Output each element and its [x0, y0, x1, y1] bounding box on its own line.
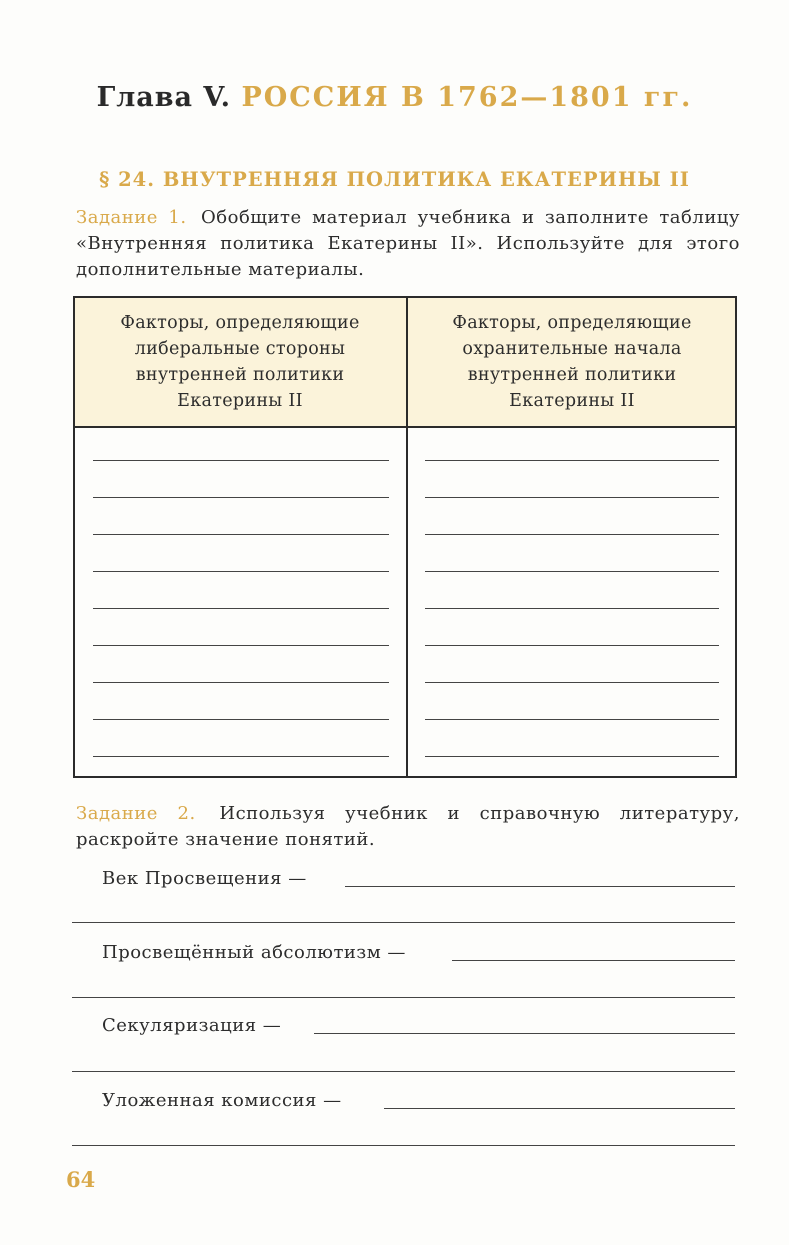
task-2-label: Задание 2. [76, 803, 196, 824]
right-writing-line[interactable] [425, 497, 719, 498]
right-writing-line[interactable] [425, 571, 719, 572]
section-title: § 24. ВНУТРЕННЯЯ ПОЛИТИКА ЕКАТЕРИНЫ II [99, 168, 690, 191]
table-column-divider [406, 298, 408, 776]
right-writing-line[interactable] [425, 645, 719, 646]
term-enlightened-absolutism: Просвещённый абсолютизм — [102, 942, 406, 963]
table-header-row [75, 298, 735, 428]
term-answer-line[interactable] [72, 1145, 735, 1146]
task-2-text: Используя учебник и справочную литературу, раскройте значение понятий. [76, 803, 740, 850]
right-writing-line[interactable] [425, 756, 719, 757]
left-writing-line[interactable] [93, 719, 389, 720]
right-writing-line[interactable] [425, 608, 719, 609]
term-answer-line[interactable] [72, 922, 735, 923]
left-writing-line[interactable] [93, 497, 389, 498]
chapter-title [0, 82, 789, 113]
chapter-prefix: Глава V. [96, 82, 232, 113]
task-2 [76, 801, 740, 853]
left-writing-line[interactable] [93, 756, 389, 757]
header-liberal-factors: Факторы, определяющие либеральные стороны внутренней политики Екатерины II [120, 313, 360, 411]
left-writing-line[interactable] [93, 682, 389, 683]
policy-table [73, 296, 737, 778]
right-writing-line[interactable] [425, 719, 719, 720]
left-writing-line[interactable] [93, 571, 389, 572]
page-number: 64 [66, 1167, 96, 1192]
term-answer-line[interactable] [314, 1033, 735, 1034]
left-writing-line[interactable] [93, 534, 389, 535]
right-writing-line[interactable] [425, 682, 719, 683]
left-writing-line[interactable] [93, 460, 389, 461]
term-enlightenment: Век Просвещения — [102, 868, 307, 889]
term-answer-line[interactable] [384, 1108, 735, 1109]
right-writing-line[interactable] [425, 534, 719, 535]
task-1-label: Задание 1. [76, 207, 187, 228]
term-answer-line[interactable] [72, 1071, 735, 1072]
term-secularization: Секуляризация — [102, 1015, 282, 1036]
task-1 [76, 205, 740, 283]
term-answer-line[interactable] [345, 886, 735, 887]
term-legislative-commission: Уложенная комиссия — [102, 1090, 342, 1111]
header-conservative-factors: Факторы, определяющие охранительные начала внутренней политики Екатерины II [452, 313, 692, 411]
task-1-text: Обобщите материал учебника и заполните таблицу «Внутренняя политика Екатерины II». Используйте для этого дополнительные материалы. [76, 207, 740, 280]
left-writing-line[interactable] [93, 608, 389, 609]
chapter-heading: РОССИЯ В 1762—1801 гг. [241, 82, 693, 113]
right-writing-line[interactable] [425, 460, 719, 461]
left-writing-line[interactable] [93, 645, 389, 646]
term-answer-line[interactable] [72, 997, 735, 998]
term-answer-line[interactable] [452, 960, 735, 961]
